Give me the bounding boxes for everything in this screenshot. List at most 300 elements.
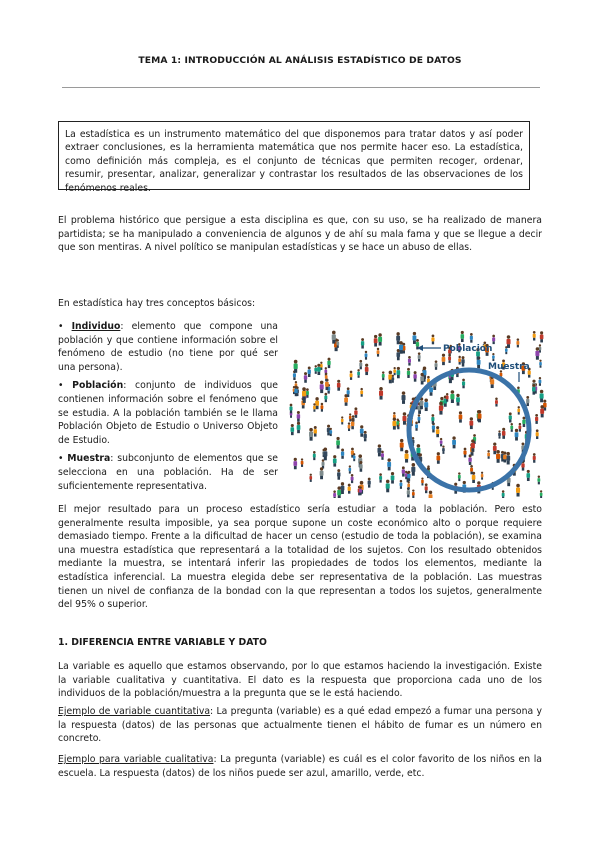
person-head <box>336 437 339 440</box>
person-body <box>365 353 368 357</box>
person-head <box>533 453 536 456</box>
person-body <box>498 433 501 436</box>
person-legs <box>341 490 344 494</box>
person-body <box>308 370 311 374</box>
person-head <box>295 381 297 383</box>
person-head <box>290 404 293 407</box>
person-legs <box>315 371 317 374</box>
person-head <box>379 387 383 391</box>
person-body <box>353 455 356 458</box>
person-legs <box>539 383 541 386</box>
person-head <box>297 411 300 414</box>
person-legs <box>457 402 460 406</box>
person-head <box>327 425 330 428</box>
person-legs <box>348 491 350 494</box>
person-body <box>377 350 380 354</box>
person-body <box>365 367 369 372</box>
person-legs <box>360 366 362 369</box>
person-body <box>320 471 324 476</box>
person-body <box>461 359 464 363</box>
person-body <box>405 454 409 459</box>
example-qualitative: Ejemplo para variable cualitativa: La pregunta (variable) es cuál es el color favorito de los niños en la escuela. La respuesta (datos) de los niños puede ser azul, amarillo, verde, etc. <box>58 754 542 779</box>
person-legs <box>400 486 402 489</box>
person-head <box>416 339 419 342</box>
person-legs <box>420 406 423 410</box>
person-body <box>294 364 298 369</box>
person-legs <box>328 365 331 368</box>
person-body <box>327 361 330 365</box>
person-head <box>440 397 443 400</box>
person-head <box>320 381 324 385</box>
person-legs <box>451 377 454 380</box>
person-head <box>432 335 435 338</box>
person-legs <box>397 341 400 345</box>
person-legs <box>507 483 510 487</box>
person-legs <box>436 434 439 437</box>
person-legs <box>437 460 440 463</box>
person-body <box>313 406 316 410</box>
person-legs <box>505 352 507 354</box>
person-head <box>498 430 500 432</box>
person-head <box>405 471 407 473</box>
person-body <box>354 410 357 414</box>
person-body <box>468 457 471 461</box>
person-legs <box>382 378 384 381</box>
person-body <box>470 468 473 472</box>
person-body <box>416 342 419 346</box>
person-head <box>378 333 381 336</box>
person-legs <box>418 420 420 423</box>
person-legs <box>502 436 505 439</box>
person-head <box>325 373 327 375</box>
person-body <box>411 467 415 472</box>
person-head <box>325 393 328 396</box>
person-legs <box>391 480 394 483</box>
person-legs <box>297 419 300 422</box>
person-legs <box>540 399 543 403</box>
person-body <box>301 461 304 465</box>
person-body <box>462 381 465 385</box>
person-head <box>359 461 362 464</box>
person-legs <box>327 391 329 394</box>
person-legs <box>297 430 300 433</box>
person-head <box>382 371 384 373</box>
person-body <box>336 342 339 346</box>
person-head <box>407 368 410 371</box>
person-body <box>387 462 391 467</box>
person-legs <box>492 359 494 361</box>
person-head <box>333 490 336 493</box>
person-body <box>320 405 323 409</box>
person-body <box>420 401 424 406</box>
person-legs <box>330 434 332 436</box>
person-head <box>337 469 340 472</box>
example-quantitative: Ejemplo de variable cuantitativa: La pregunta (variable) es a qué edad empezó a fumar una persona y la respuesta (datos) de las personas que actualmente tienen el hábito de fumar es un número en concreto. <box>58 706 542 745</box>
person-head <box>310 474 312 476</box>
person-body <box>539 380 542 384</box>
person-head <box>451 390 455 394</box>
person-body <box>379 476 382 480</box>
person-legs <box>421 483 423 485</box>
result-text: El mejor resultado para un proceso estadístico sería estudiar a toda la población. Pero esto generalmente resulta imposible, ya sea porque supone un coste económico alto o porque requiere demasiado tiempo. Frente a la dificultad de hacer un censo (estudio de toda la población), se examina una muestra estadística que representará a la totalidad de los sujetos. Con los resultado obtenidos mediante la muestra, se intentará inferir las propiedades de todos los elementos, mediante la estadística inferencial. La muestra elegida debe ser representativa de la población. Las muestras tienen un nivel de confianza de la bondad con la que representan a todos los sujetos, generalmente del 95% o superior. <box>58 504 542 611</box>
person-body <box>435 363 438 367</box>
person-head <box>328 358 331 361</box>
person-legs <box>456 374 458 377</box>
person-head <box>408 481 410 483</box>
person-body <box>516 341 519 345</box>
person-legs <box>432 421 434 424</box>
person-head <box>365 351 367 353</box>
person-body <box>407 371 410 375</box>
person-head <box>332 331 336 335</box>
person-head <box>532 384 535 387</box>
person-body <box>439 405 443 410</box>
person-legs <box>472 480 475 483</box>
person-head <box>391 472 394 475</box>
person-head <box>517 387 520 390</box>
person-head <box>470 465 473 468</box>
person-body <box>332 334 336 339</box>
person-head <box>509 412 512 415</box>
person-body <box>516 487 520 492</box>
person-body <box>515 432 519 437</box>
person-head <box>393 412 395 414</box>
person-head <box>507 335 511 339</box>
person-legs <box>386 489 389 493</box>
person-body <box>412 492 415 496</box>
person-head <box>308 366 311 369</box>
person-legs <box>446 399 448 402</box>
person-head <box>522 417 525 420</box>
person-head <box>393 417 396 420</box>
person-head <box>315 397 318 400</box>
person-body <box>540 409 544 414</box>
person-body <box>415 424 418 428</box>
person-head <box>421 477 423 479</box>
concepts-intro-text: En estadística hay tres conceptos básicos: <box>58 298 256 309</box>
person-head <box>423 366 426 369</box>
person-body <box>329 430 332 433</box>
person-head <box>458 356 460 358</box>
person-body <box>506 456 510 461</box>
person-head <box>408 356 411 359</box>
person-body <box>450 394 454 399</box>
person-head <box>374 335 377 338</box>
person-body <box>506 339 510 344</box>
person-head <box>412 489 414 491</box>
person-head <box>351 419 354 422</box>
person-head <box>519 423 521 425</box>
person-legs <box>400 448 403 452</box>
person-head <box>463 481 466 484</box>
person-legs <box>507 461 510 465</box>
person-body <box>402 395 406 400</box>
person-legs <box>425 490 427 493</box>
person-head <box>402 466 405 469</box>
person-body <box>472 475 476 480</box>
person-body <box>539 362 542 365</box>
person-head <box>459 411 462 414</box>
person-body <box>405 473 408 477</box>
person-head <box>539 344 541 346</box>
person-legs <box>407 375 409 378</box>
person-head <box>533 331 536 334</box>
person-head <box>407 471 410 474</box>
person-legs <box>418 359 420 362</box>
person-legs <box>377 354 379 357</box>
person-legs <box>499 436 501 438</box>
person-head <box>540 331 543 334</box>
person-head <box>394 367 396 369</box>
person-head <box>419 453 422 456</box>
person-legs <box>338 495 341 498</box>
person-body <box>412 335 416 340</box>
person-body <box>421 480 424 483</box>
person-legs <box>515 437 518 441</box>
person-head <box>527 470 530 473</box>
person-head <box>337 380 340 383</box>
person-legs <box>351 426 354 429</box>
person-legs <box>519 429 521 432</box>
person-body <box>289 406 292 410</box>
person-body <box>359 464 362 469</box>
person-legs <box>403 421 406 425</box>
history-paragraph <box>58 214 542 255</box>
person-head <box>425 483 428 486</box>
person-head <box>359 360 362 363</box>
person-head <box>324 447 328 451</box>
person-legs <box>378 453 381 457</box>
person-legs <box>504 459 507 462</box>
person-head <box>517 338 520 341</box>
person-body <box>293 461 297 466</box>
person-head <box>349 413 351 415</box>
person-legs <box>502 497 504 498</box>
person-head <box>359 486 361 488</box>
person-body <box>293 373 296 377</box>
person-head <box>540 490 542 492</box>
person-head <box>464 448 467 451</box>
person-legs <box>471 448 474 452</box>
person-head <box>471 439 474 442</box>
person-head <box>506 452 510 456</box>
person-legs <box>374 343 377 347</box>
person-body <box>540 393 544 398</box>
person-legs <box>533 338 535 341</box>
person-legs <box>408 487 410 490</box>
person-body <box>402 469 405 473</box>
person-body <box>442 448 445 452</box>
concepts-list <box>58 320 278 498</box>
person-body <box>337 490 341 495</box>
person-body <box>396 352 400 357</box>
page-title: TEMA 1: INTRODUCCIÓN AL ANÁLISIS ESTADÍSTICO DE DATOS <box>138 55 462 66</box>
person-legs <box>338 477 341 480</box>
person-head <box>448 354 451 357</box>
person-body <box>431 417 434 421</box>
person-head <box>536 347 539 350</box>
person-head <box>454 483 457 486</box>
person-head <box>295 386 298 389</box>
person-head <box>317 364 320 367</box>
person-head <box>502 490 505 493</box>
person-head <box>470 417 473 420</box>
person-legs <box>368 485 370 488</box>
person-head <box>511 423 513 425</box>
person-legs <box>310 479 312 482</box>
person-legs <box>462 363 465 366</box>
person-legs <box>464 454 466 457</box>
person-legs <box>313 457 315 460</box>
person-head <box>462 379 465 382</box>
person-head <box>492 335 495 338</box>
person-body <box>540 493 543 496</box>
person-head <box>502 428 505 431</box>
person-legs <box>351 480 353 483</box>
person-head <box>320 467 323 470</box>
person-body <box>442 357 446 362</box>
person-legs <box>493 341 495 344</box>
person-head <box>493 443 496 446</box>
person-body <box>456 397 460 402</box>
person-head <box>320 362 322 364</box>
person-body <box>306 391 309 395</box>
person-body <box>407 490 410 494</box>
example-quant-label: Ejemplo de variable cuantitativa <box>58 706 211 717</box>
person-body <box>518 425 521 429</box>
person-body <box>424 402 428 407</box>
person-head <box>397 367 400 370</box>
person-body <box>324 396 327 400</box>
person-body <box>495 400 498 404</box>
concepts-intro <box>58 297 288 311</box>
person-legs <box>361 345 364 348</box>
person-legs <box>408 363 410 366</box>
person-head <box>526 396 529 399</box>
person-legs <box>442 451 444 454</box>
person-legs <box>532 391 535 394</box>
person-body <box>502 493 505 497</box>
person-head <box>418 414 420 416</box>
person-legs <box>360 493 362 496</box>
person-legs <box>541 414 544 418</box>
person-legs <box>313 409 315 412</box>
person-body <box>364 434 367 438</box>
person-head <box>535 414 538 417</box>
person-legs <box>321 409 323 412</box>
person-body <box>320 384 324 389</box>
person-body <box>341 419 344 422</box>
person-body <box>535 417 538 421</box>
person-legs <box>527 478 530 481</box>
person-legs <box>341 422 343 424</box>
person-head <box>487 450 489 452</box>
person-body <box>393 369 396 372</box>
person-body <box>315 401 319 406</box>
person-body <box>509 415 512 419</box>
person-body <box>341 486 345 491</box>
person-legs <box>364 438 367 441</box>
person-body <box>413 374 416 378</box>
person-head <box>403 412 406 415</box>
person-body <box>304 375 307 379</box>
person-body <box>333 493 336 497</box>
person-legs <box>332 340 335 344</box>
person-legs <box>360 469 363 472</box>
person-legs <box>491 384 494 388</box>
person-body <box>505 348 508 351</box>
person-head <box>399 341 403 345</box>
person-body <box>297 414 300 419</box>
person-legs <box>412 495 414 498</box>
person-legs <box>405 459 408 463</box>
person-head <box>421 373 424 376</box>
person-legs <box>393 426 396 430</box>
person-legs <box>412 472 415 476</box>
person-legs <box>418 410 421 413</box>
person-body <box>359 489 362 493</box>
person-legs <box>348 428 350 431</box>
concept-individuo: • Individuo: elemento que compone una población y que contiene información sobre el fenómeno de estudio (no tiene por qué ser una persona). <box>58 321 278 373</box>
label-population: Población <box>443 344 493 354</box>
person-head <box>347 387 350 390</box>
person-legs <box>317 372 320 375</box>
person-body <box>533 334 536 338</box>
person-legs <box>337 345 339 348</box>
person-body <box>490 379 494 384</box>
person-body <box>463 450 466 454</box>
person-body <box>436 456 440 461</box>
person-body <box>418 417 421 421</box>
history-text: El problema histórico que persigue a esta disciplina es que, con su uso, se ha realizado de manera partidista; se ha manipulado a conveniencia de algunos y de ahí su mala fama y que se llegue a decir que son mentiras. A nivel político se manipulan estadísticas y se hace un abuso de ellas. <box>58 215 542 254</box>
person-legs <box>334 497 336 498</box>
person-body <box>323 451 327 456</box>
person-head <box>315 365 317 367</box>
person-body <box>440 440 443 444</box>
person-body <box>540 335 544 340</box>
title-divider <box>62 87 540 88</box>
person-legs <box>360 433 363 436</box>
example-qual-label: Ejemplo para variable cualitativa <box>58 754 214 765</box>
person-head <box>417 444 421 448</box>
person-body <box>324 370 327 374</box>
person-legs <box>497 459 500 463</box>
person-head <box>427 376 430 379</box>
person-legs <box>394 373 396 375</box>
person-head <box>301 458 303 460</box>
person-legs <box>335 347 338 351</box>
person-legs <box>470 426 473 430</box>
person-body <box>392 421 396 426</box>
person-legs <box>439 411 442 415</box>
person-legs <box>397 425 399 428</box>
section1-paragraph <box>58 660 542 701</box>
person-body <box>492 337 495 341</box>
person-body <box>396 421 399 425</box>
concept-muestra: • Muestra: subconjunto de elementos que se selecciona en una población. Ha de ser suficientemente representativa. <box>58 453 278 492</box>
person-head <box>341 416 343 418</box>
person-head <box>539 377 541 379</box>
person-legs <box>430 392 433 396</box>
person-legs <box>303 396 306 400</box>
person-head <box>351 448 354 451</box>
section-heading: 1. DIFERENCIA ENTRE VARIABLE Y DATO <box>58 637 267 648</box>
person-body <box>360 390 363 394</box>
person-head <box>358 454 362 458</box>
person-head <box>392 375 394 377</box>
person-body <box>333 458 337 463</box>
person-legs <box>518 412 520 415</box>
